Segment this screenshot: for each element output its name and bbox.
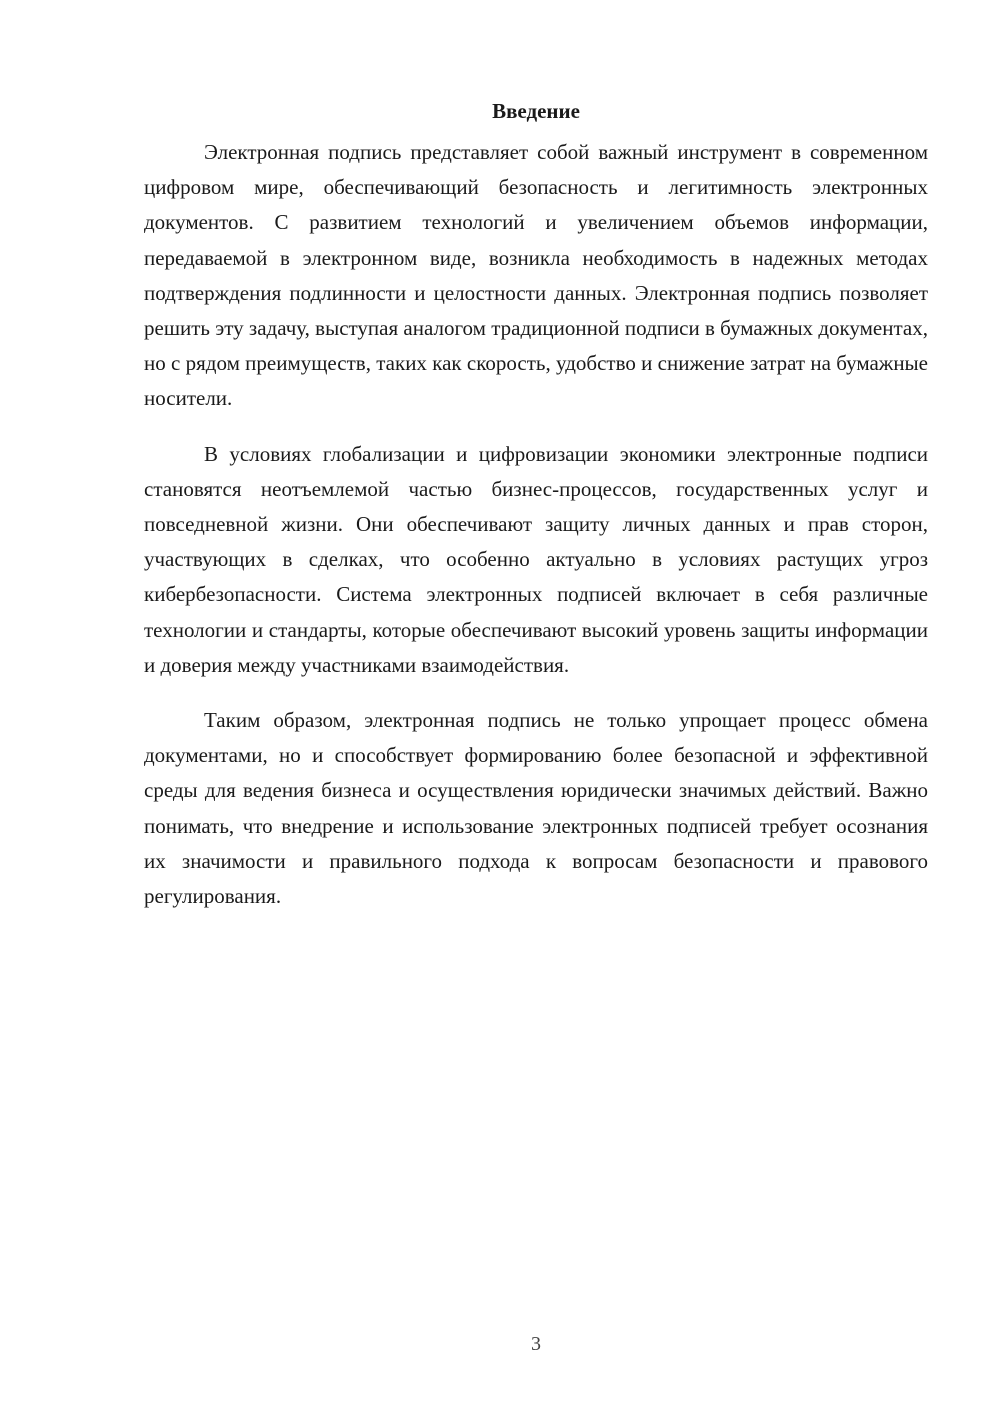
paragraph-1: Электронная подпись представляет собой важный инструмент в современном цифровом мире, обеспечивающий безопасность и легитимность электронных документов. С развитием технологий и увеличением объемов информации, передаваемой в электронном виде, возникла необходимость в надежных методах подтверждения подлинности и целостности данных. Электронная подпись позволяет решить эту задачу, выступая аналогом традиционной подписи в бумажных документах, но с рядом преимуществ, таких как скорость, удобство и снижение затрат на бумажные носители. xyxy=(144,140,928,411)
document-body xyxy=(144,96,928,934)
paragraph-2: В условиях глобализации и цифровизации экономики электронные подписи становятся неотъемлемой частью бизнес-процессов, государственных услуг и повседневной жизни. Они обеспечивают защиту личных данных и прав сторон, участвующих в сделках, что особенно актуально в условиях растущих угроз кибербезопасности. Система электронных подписей включает в себя различные технологии и стандарты, которые обеспечивают высокий уровень защиты информации и доверия между участниками взаимодействия. xyxy=(144,441,928,677)
section-title: Введение xyxy=(492,99,580,123)
page-number: 3 xyxy=(531,1333,541,1355)
paragraph-3: Таким образом, электронная подпись не только упрощает процесс обмена документами, но и способствует формированию более безопасной и эффективной среды для ведения бизнеса и осуществления юридически значимых действий. Важно понимать, что внедрение и использование электронных подписей требует осознания их значимости и правильного подхода к вопросам безопасности и правового регулирования. xyxy=(144,708,928,909)
